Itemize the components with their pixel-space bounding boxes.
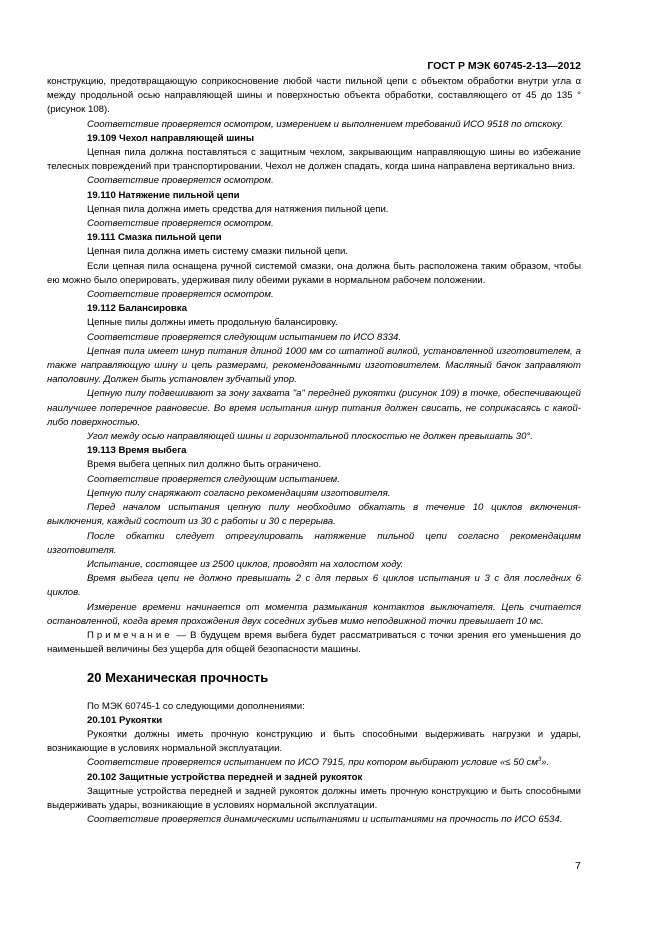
- paragraph: Рукоятки должны иметь прочную конструкцию и быть способными выдерживать нагрузки и удары, возникающие в условиях нормальной эксплуатации.: [47, 728, 581, 755]
- clause-heading-19-113: 19.113 Время выбега: [87, 445, 187, 457]
- test-text: После обкатки следует отрегулировать натяжение пильной цепи согласно рекомендациям изготовителя.: [47, 530, 581, 556]
- paragraph: По МЭК 60745-1 со следующими дополнениями:: [87, 700, 305, 712]
- test-text: Угол между осью направляющей шины и горизонтальной плоскостью не должен превышать 30°.: [87, 431, 533, 443]
- paragraph: Цепная пила должна иметь систему смазки пильной цепи.: [87, 246, 349, 258]
- page-number: 7: [575, 860, 581, 872]
- clause-heading-20-101: 20.101 Рукоятки: [87, 714, 163, 726]
- compliance-text: Соответствие проверяется осмотром, измерением и выполнением требований ИСО 9518 по отскоку.: [87, 118, 564, 130]
- paragraph: Защитные устройства передней и задней рукояток должны иметь прочную конструкцию и быть способными выдерживать удары, возникающие в условиях нормальной эксплуатации.: [47, 785, 581, 811]
- test-text: Перед началом испытания цепную пилу необходимо обкатать в течение 10 циклов включения-выключения, каждый состоит из 30 с работы и 30 с перерыва.: [47, 502, 581, 528]
- section-heading-20: 20 Механическая прочность: [87, 670, 269, 686]
- test-text: Цепная пила имеет шнур питания длиной 1000 мм со штатной вилкой, установленной изготовителем, а также направляющую шину и цепь размерами, рекомендованными изготовителем. Масляный бачок заправляют наполовину. Должен быть установлен зубчатый упор.: [47, 345, 581, 386]
- document-header: ГОСТ Р МЭК 60745-2-13—2012: [427, 60, 581, 72]
- compliance-text: Соответствие проверяется осмотром.: [87, 175, 274, 187]
- clause-heading-19-109: 19.109 Чехол направляющей шины: [87, 132, 255, 144]
- superscript: 3: [537, 757, 542, 764]
- clause-heading-19-111: 19.111 Смазка пильной цепи: [87, 232, 222, 244]
- paragraph: конструкцию, предотвращающую соприкосновение любой части пильной цепи с объектом обработки внутри угла α между продольной осью направляющей шины и поверхностью объекта обработки, составляющего от 45 до 135 ° (рисунок 108).: [47, 76, 581, 116]
- test-text: Цепную пилу подвешивают за зону захвата "а" передней рукоятки (рисунок 109) в точке, обеспечивающей наилучшее поперечное равновесие. Во время испытания шнур питания должен свисать, не соприкасаясь с какой-либо поверхностью.: [47, 388, 581, 428]
- clause-heading-19-110: 19.110 Натяжение пильной цепи: [87, 189, 240, 201]
- paragraph: Цепные пилы должны иметь продольную балансировку.: [87, 317, 338, 329]
- clause-heading-20-102: 20.102 Защитные устройства передней и задней рукояток: [87, 771, 363, 783]
- paragraph: Если цепная пила оснащена ручной системой смазки, она должна быть расположена таким образом, чтобы ею можно было оперировать, удерживая пилу обеими руками в нормальном рабочем положении.: [47, 260, 581, 286]
- note: [47, 629, 581, 657]
- clause-heading-19-112: 19.112 Балансировка: [87, 303, 187, 315]
- compliance-text: [47, 756, 581, 770]
- test-text: Время выбега цепи не должно превышать 2 с для первых 6 циклов испытания и 3 с для последних 6 циклов.: [47, 573, 581, 599]
- compliance-text: Соответствие проверяется осмотром.: [87, 289, 274, 301]
- paragraph: Время выбега цепных пил должно быть ограничено.: [87, 459, 322, 471]
- test-text: Цепную пилу снаряжают согласно рекомендациям изготовителя.: [87, 487, 391, 499]
- test-text: Испытание, состоящее из 2500 циклов, проводят на холостом ходу.: [87, 558, 404, 570]
- paragraph: Цепная пила должна поставляться с защитным чехлом, закрывающим направляющую шины во избежание телесных повреждений при транспортировании. Чехол не должен спадать, когда шина направлена вертикально вниз.: [47, 147, 581, 173]
- test-text: Измерение времени начинается от момента размыкания контактов выключателя. Цепь считается остановленной, когда время прохождения двух соседних зубьев мимо неподвижной точки превышает 10 мс.: [47, 601, 581, 627]
- document-body: [47, 75, 581, 827]
- compliance-text-part: Соответствие проверяется испытанием по ИСО 7915, при котором выбирают условие «≤ 50 см: [87, 757, 538, 769]
- compliance-text: Соответствие проверяется следующим испытанием.: [87, 473, 340, 485]
- note-text: — В будущем время выбега будет рассматриваться с точки зрения его уменьшения до наименьшей величины без ущерба для общей безопасности машины.: [47, 629, 581, 656]
- paragraph: Цепная пила должна иметь средства для натяжения пильной цепи.: [87, 203, 389, 215]
- compliance-text-end: ».: [541, 757, 550, 769]
- compliance-text: Соответствие проверяется осмотром.: [87, 218, 274, 230]
- note-label: Примечание: [87, 629, 173, 641]
- compliance-text: Соответствие проверяется динамическими испытаниями и испытаниями на прочность по ИСО 6534.: [87, 814, 563, 826]
- compliance-text: Соответствие проверяется следующим испытанием по ИСО 8334.: [87, 331, 402, 343]
